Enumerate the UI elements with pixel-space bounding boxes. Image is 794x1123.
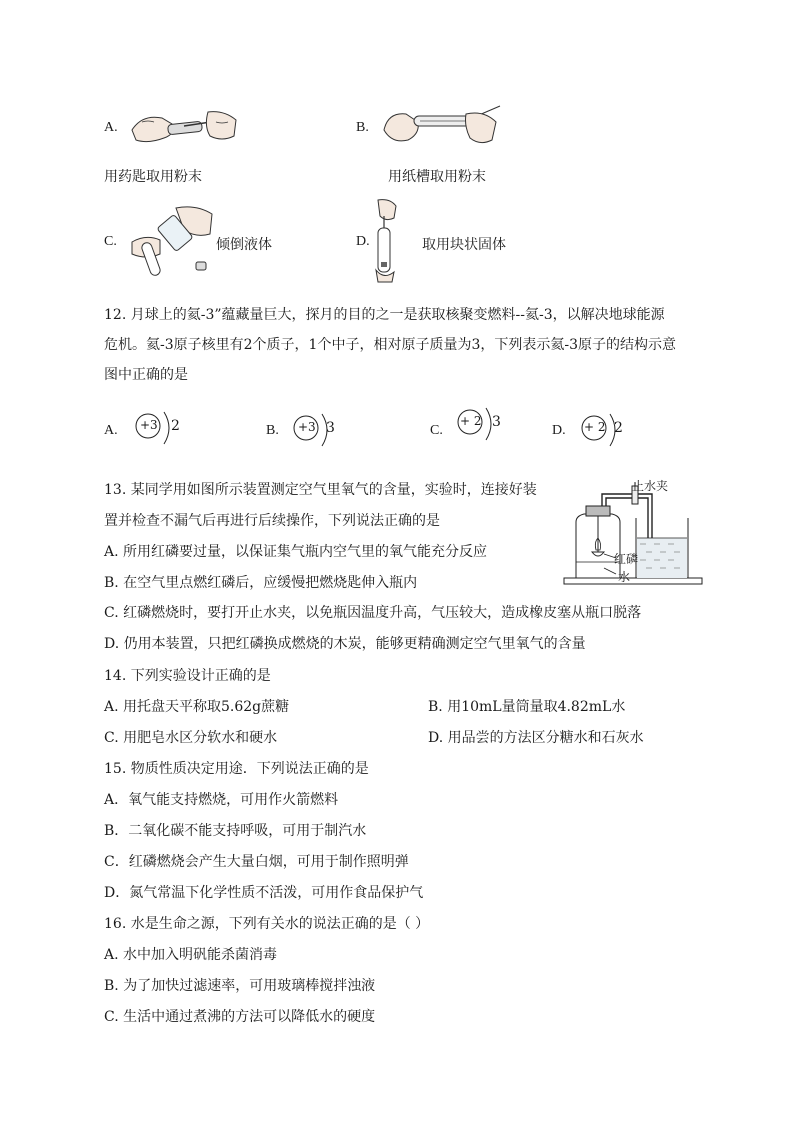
q14-option-d: D. 用品尝的方法区分糖水和石灰水 — [428, 730, 644, 746]
q15-option-a: A．氧气能支持燃烧，可用作火箭燃料 — [104, 792, 339, 808]
q13-stem-line-1: 13. 某同学用如图所示装置测定空气里氧气的含量，实验时，连接好装 — [104, 482, 537, 498]
spoon-powder-illustration — [128, 108, 240, 150]
q12-option-b-electrons: 3 — [326, 420, 335, 436]
q14-option-b: B. 用10mL量筒量取4.82mL水 — [428, 699, 626, 715]
q12-option-a-nucleus: +3 — [140, 418, 158, 432]
q11-option-a-caption: 用药匙取用粉末 — [104, 169, 202, 185]
q13-stem-line-2: 置并检查不漏气后再进行后续操作，下列说法正确的是 — [104, 513, 440, 529]
q13-figure-phosphorus-label: 红磷 — [614, 552, 639, 566]
q11-option-c-caption: 倾倒液体 — [216, 237, 272, 253]
q16-option-c: C. 生活中通过煮沸的方法可以降低水的硬度 — [104, 1009, 376, 1025]
q13-option-c: C. 红磷燃烧时，要打开止水夹，以免瓶因温度升高，气压较大，造成橡皮塞从瓶口脱落 — [104, 605, 642, 621]
q11-option-c-label: C. — [104, 234, 117, 249]
block-solid-illustration — [370, 198, 406, 286]
q11-option-b-label: B. — [356, 120, 369, 135]
q14-stem: 14. 下列实验设计正确的是 — [104, 668, 271, 684]
q12-option-b-label: B. — [266, 423, 279, 438]
q12-option-d-electrons: 2 — [614, 420, 623, 436]
q13-option-a: A. 所用红磷要过量，以保证集气瓶内空气里的氧气能充分反应 — [104, 544, 488, 560]
pour-liquid-illustration — [126, 204, 218, 284]
q11-option-d-label: D. — [356, 234, 370, 249]
q15-stem: 15. 物质性质决定用途．下列说法正确的是 — [104, 761, 369, 777]
q12-stem-line-3: 图中正确的是 — [104, 367, 188, 383]
q11-option-a-label: A. — [104, 120, 118, 135]
q16-option-a: A. 水中加入明矾能杀菌消毒 — [104, 947, 278, 963]
q13-figure-clip-label: 止水夹 — [632, 479, 669, 493]
q15-option-b: B．二氧化碳不能支持呼吸，可用于制汽水 — [104, 823, 367, 839]
paper-trough-illustration — [380, 100, 504, 156]
q12-option-c-nucleus: + 2 — [460, 414, 482, 428]
q12-stem-line-2: 危机。氦-3原子核里有2个质子，1个中子，相对原子质量为3，下列表示氦-3原子的结构示意 — [104, 337, 676, 353]
oxygen-measurement-apparatus-diagram — [562, 478, 704, 590]
q13-option-b: B. 在空气里点燃红磷后，应缓慢把燃烧匙伸入瓶内 — [104, 575, 418, 591]
q13-option-d: D. 仍用本装置，只把红磷换成燃烧的木炭，能够更精确测定空气里氧气的含量 — [104, 636, 586, 652]
q11-option-b-caption: 用纸槽取用粉末 — [388, 169, 486, 185]
q16-option-b: B. 为了加快过滤速率，可用玻璃棒搅拌浊液 — [104, 978, 376, 994]
q14-option-a: A. 用托盘天平称取5.62g蔗糖 — [104, 699, 290, 715]
q11-option-d-caption: 取用块状固体 — [422, 237, 506, 253]
q14-option-c: C. 用肥皂水区分软水和硬水 — [104, 730, 278, 746]
q12-option-b-nucleus: +3 — [298, 420, 316, 434]
q16-stem: 16. 水是生命之源，下列有关水的说法正确的是（ ） — [104, 916, 430, 932]
q12-option-d-label: D. — [552, 423, 566, 438]
q13-figure-water-label: 水 — [618, 570, 631, 584]
q12-stem-line-1: 12. 月球上的氦-3”蕴藏量巨大，探月的目的之一是获取核聚变燃料--氦-3，以解决地球能源 — [104, 307, 665, 323]
q12-option-a-label: A. — [104, 423, 118, 438]
q12-option-a-electrons: 2 — [171, 418, 180, 434]
q15-option-c: C．红磷燃烧会产生大量白烟，可用于制作照明弹 — [104, 854, 409, 870]
q12-option-c-label: C. — [430, 423, 443, 438]
q12-option-c-electrons: 3 — [492, 414, 501, 430]
q15-option-d: D．氮气常温下化学性质不活泼，可用作食品保护气 — [104, 885, 424, 901]
q12-option-d-nucleus: + 2 — [584, 420, 606, 434]
